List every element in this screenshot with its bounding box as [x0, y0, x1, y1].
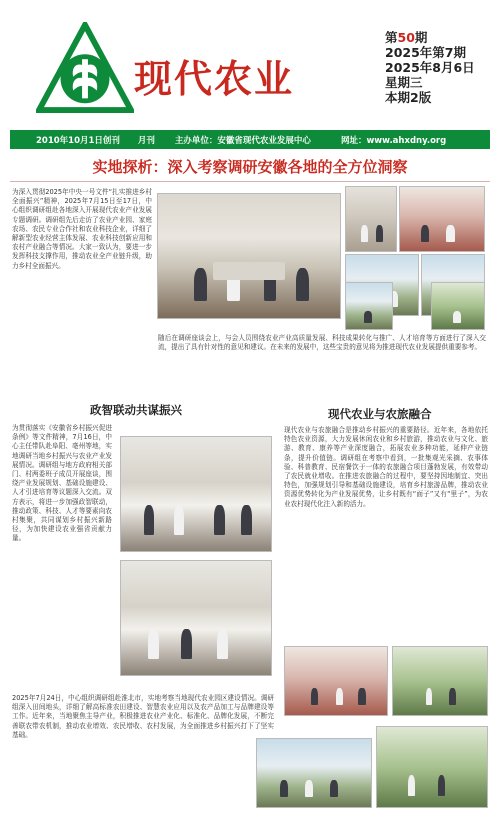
intro-text: 为深入贯彻2025年中央一号文件“扎实推进乡村全面振兴”精神，2025年7月15日至17日，中心组织调研组赴各地深入开展现代农业产业发展专题调研。调研组先后走访了农业产业园、家庭农场、农民专业合作社和农业科技企业，详细了解新型农业经营主体发展、农业科技创新应用和农村产业融合等情况。大家一致认为，要进一步发挥科技支撑作用，推动农业全产业链升级，助力乡村全面振兴。	[12, 188, 152, 270]
edition-count: 本期2版	[385, 90, 432, 105]
lab-photo-1	[345, 186, 397, 252]
sponsor: 主办单位：安徽省现代农业发展中心	[174, 135, 311, 146]
section-left-text: 为贯彻落实《安徽省乡村振兴促进条例》等文件精神，7月16日，中心主任带队赴阜阳、亳州等地，实地调研当地乡村振兴与农业产业发展情况。调研组与地方政府相关部门、村两委班子成员开展座谈，围绕产业发展规划、基础设施建设、人才引进培育等议题深入交流。双方表示，将进一步加强政智联动，推动政策、科技、人才等要素向农村集聚，共同谋划乡村振兴新路径，为加快建设农业强省贡献力量。	[12, 424, 112, 543]
lab-photo-2	[399, 186, 485, 252]
issue-info	[385, 30, 495, 105]
tourism-photo-4	[376, 726, 488, 808]
masthead	[0, 0, 500, 128]
main-headline: 实地探析：深入考察调研安徽各地的全方位洞察	[92, 158, 408, 176]
discussion-photo	[120, 560, 272, 676]
newspaper-logo-icon	[36, 22, 134, 114]
intro-caption: 随后在调研座谈会上，与会人员围绕农业产业高质量发展、科技成果转化与推广、人才培育等方面进行了深入交流，提出了具有针对性的意见和建议。在未来的发展中，这些宝贵的意见将为推进现代农业发展提供重要参考。	[158, 334, 486, 352]
section-left-text-2: 2025年7月24日，中心组织调研组赴淮北市，实地考察当地现代农业园区建设情况。调研组深入田间地头，详细了解高标准农田建设、智慧农业应用以及农产品加工与品牌建设等工作。近年来，当地聚焦主导产业，积极推进农业产业化、标准化、品牌化发展，不断完善联农带农机制，推动农业增效、农民增收、农村发展，为全面推进乡村振兴打下了坚实基础。	[12, 694, 274, 739]
tourism-photo-2	[392, 646, 488, 716]
website-link[interactable]: 网址：www.ahxdny.org	[340, 135, 447, 146]
meeting-photo	[157, 193, 341, 319]
tourism-photo-1	[284, 646, 388, 716]
founded-date: 2010年10月1日创刊	[36, 135, 120, 146]
seminar-photo	[120, 436, 272, 552]
section-title-left: 政智联动共谋振兴	[90, 403, 182, 417]
issue-number: 第50期	[385, 30, 428, 45]
tourism-photo-3	[256, 738, 372, 808]
newspaper-name: 现代农业	[134, 56, 295, 101]
section-title-right: 现代农业与农旅融合	[328, 407, 432, 421]
field-photo-4	[431, 282, 485, 330]
year-issue: 2025年第7期	[385, 45, 466, 60]
frequency: 月刊	[137, 135, 155, 146]
divider	[10, 181, 490, 182]
section-right-text: 现代农业与农旅融合是推动乡村振兴的重要路径。近年来，各地依托特色农业资源，大力发展休闲农业和乡村旅游，推动农业与文化、旅游、教育、康养等产业深度融合，拓展农业多种功能，延伸产业链条，提升价值链。调研组在考察中看到，一批集观光采摘、农事体验、科普教育、民宿餐饮于一体的农旅融合项目蓬勃发展，有效带动了农民就业增收。在推进农旅融合的过程中，要坚持因地制宜、突出特色，加强规划引导和基础设施建设，培育乡村旅游品牌，推动农业资源优势转化为产业发展优势，让乡村既有“面子”又有“里子”，为农业农村现代化注入新的活力。	[284, 426, 488, 508]
info-bar	[10, 130, 490, 149]
publish-date: 2025年8月6日	[385, 60, 475, 75]
weekday: 星期三	[385, 75, 423, 90]
field-photo-3	[345, 282, 393, 330]
